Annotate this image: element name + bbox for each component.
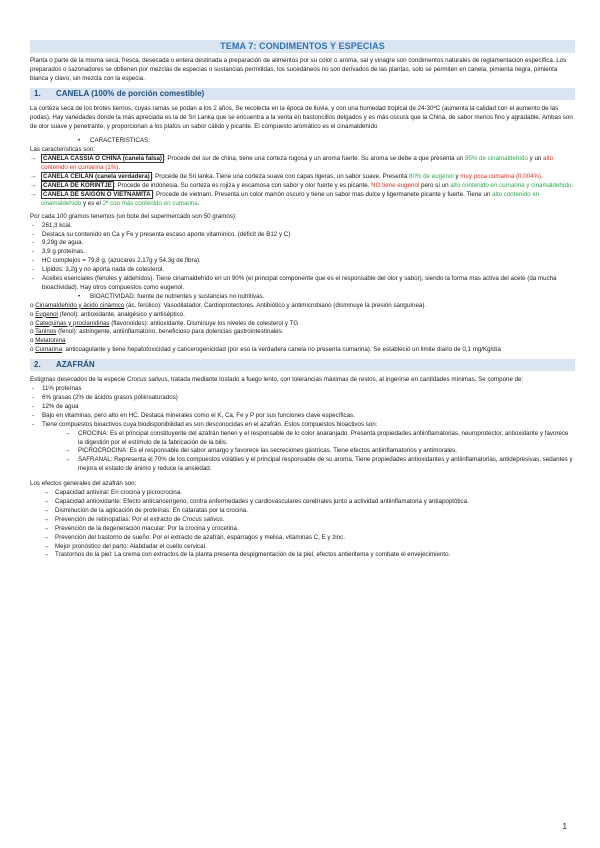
- nutrient-text: 9,29g de agua.: [42, 239, 84, 247]
- bioactive-term: Catequinas y procianidinas: [35, 319, 110, 327]
- variety-name: CANELA DE SAIGÓN O VIETNAMITA: [43, 190, 151, 198]
- effect-description: Prevención de retinopatías: Por el extracto de: [55, 515, 183, 523]
- effects-intro: Los efectos generales del azafrán son:: [30, 480, 137, 488]
- nutrient-text: HC complejos = 79,8 g. (azúcares 2,17g y 54,3g de fibra).: [42, 257, 201, 265]
- effect-description: Prevención del trastorno de sueño: Por el extracto de azafrán, espárragos y melisa, vitaminas C, E y zinc.: [55, 533, 345, 541]
- section-title: AZAFRÁN: [56, 360, 95, 370]
- effect-item: [30, 534, 575, 543]
- bioactive-item: [30, 320, 575, 329]
- bioactive-item: [30, 302, 575, 311]
- highlight: muy poca cumarina (0,004%): [460, 173, 542, 181]
- arrow-icon: →: [43, 497, 50, 505]
- arrow-icon: →: [30, 155, 37, 163]
- composition-text: 12% de agua: [42, 402, 79, 410]
- compound-description: : Representa el 70% de los compuestos volátiles y el principal responsable de su aroma. Tiene propiedades antioxidantes y antiinflamatorias, antidepresivas, sedantes y mejora el estado de ánimo y reduce la ansiedad.: [78, 456, 573, 473]
- compound-name: PICROCROCINA: [78, 447, 127, 455]
- section-number: 1.: [34, 88, 41, 98]
- variety-text-end: .: [118, 164, 121, 172]
- section-title: CANELA (100% de porción comestible): [56, 88, 205, 98]
- effect-text: [55, 507, 575, 516]
- variety-description: : Procede de indonesia. Su corteza es rojiza y escamosa con sabor y olor fuerte y es picante.: [113, 181, 372, 189]
- dash-marker: -: [32, 248, 35, 256]
- variety-description: : Procede del sur de china, tiene una corteza rugosa y un aroma fuerte. Su aroma se debe a que presenta un: [163, 155, 465, 163]
- dash-marker: -: [32, 385, 35, 393]
- effect-item: [30, 489, 575, 498]
- variety-text-mid: y un: [527, 155, 544, 163]
- species-name: Crocus sativus: [127, 376, 168, 384]
- page-title: TEMA 7: CONDIMENTOS Y ESPECIAS: [30, 40, 575, 53]
- bioactive-term: Cinamaldehído y ácido cinámico: [35, 301, 125, 309]
- dash-marker: -: [32, 230, 35, 238]
- effect-text: [55, 534, 575, 543]
- effect-description: Capacidad antioxidante: Efecto anticancerígeno, contra enfermedades y cardiovasculares cerebrales junto a actividad antiinflamatoria y antiapoptótica.: [55, 497, 469, 505]
- effect-description: Prevención de la degeneración macular: Por la crocina y crocetina.: [55, 524, 239, 532]
- compound-text: [78, 447, 575, 456]
- composition-list: [30, 385, 575, 430]
- para-text: Estigmas desecados de la especie: [30, 376, 127, 384]
- compound-description: : Es el responsable del sabor amargo y favorece las secreciones gástricas. Tiene efectos antiinflamatorios y antimorales.: [126, 447, 457, 455]
- arrow-icon: →: [43, 515, 50, 523]
- compound-name: SAFRANAL: [78, 456, 111, 464]
- page-content: [30, 40, 575, 560]
- azafran-compound-list: [30, 430, 575, 475]
- arrow-icon: →: [30, 190, 37, 198]
- composition-text: Bajo en vitaminas, pero alto en HC. Destaca minerales como el K, Ca, Fe y P por sus funciones clave específicas.: [42, 411, 355, 419]
- compound-item: [30, 456, 575, 474]
- arrow-icon: →: [43, 524, 50, 532]
- dash-marker: -: [32, 402, 35, 410]
- bioactive-term: Cumarina: [35, 346, 63, 354]
- bioactive-item: [30, 311, 575, 320]
- effect-end: .: [222, 515, 225, 523]
- composition-item: [30, 385, 575, 394]
- variety-item: [30, 191, 575, 209]
- compound-item: [30, 430, 575, 448]
- variety-text-end: .: [197, 199, 200, 207]
- list-marker: o: [30, 301, 34, 309]
- dash-marker: -: [32, 411, 35, 419]
- bioactive-description: (fenol): astringente, antiinflamatorio, beneficioso para dolencias gastrointestinales.: [56, 328, 284, 336]
- dash-marker: -: [32, 420, 35, 428]
- list-marker: o: [30, 346, 34, 354]
- highlight: alto contenido en cumarina y cinamaldehído: [450, 181, 572, 189]
- bioactive-item: [30, 346, 575, 355]
- variety-text-end: .: [571, 181, 574, 189]
- nutrient-item: [30, 266, 575, 275]
- effect-text: [55, 525, 575, 534]
- highlight: 2º con más contenido en cumarina: [102, 199, 198, 207]
- effect-item: [30, 498, 575, 507]
- composition-text: 6% grasas (2% de ácidos grasos poliinsaturados): [42, 394, 178, 401]
- para-text: , tratada mediante tostado a fuego lento, con tolerancias máximas de restos, al ingerirse en cantidades mínimas. Se compone de:: [167, 376, 524, 384]
- nutrient-item: [30, 257, 575, 266]
- section-heading-azafran: [30, 359, 575, 371]
- dash-marker: -: [32, 257, 35, 265]
- highlight: 95% de cinamaldehído: [464, 155, 528, 163]
- variety-text-mid: y es el: [81, 199, 103, 207]
- arrow-icon: →: [43, 533, 50, 541]
- variety-text: [41, 155, 575, 173]
- highlight: 80% de eugenol: [409, 173, 454, 181]
- dash-marker: -: [32, 221, 35, 229]
- bullet-icon: •: [78, 292, 81, 300]
- effect-text: [55, 551, 575, 560]
- intro-paragraph: Planta o parte de la misma seca, fresca, desecada o entera destinada a preparación de alimentos por su color o aroma, sal y vinagre son condimentos naturales de reglamentación específica. Los preparados o sazonadores se obtienen por mezclas de especias o sustancias permitidas, los sucedáneos no son derivados de las plantas, solo se permiten en canela, pimienta negra, pimienta blanca y clavo, sin mezcla con la especia.: [30, 57, 567, 82]
- bioactive-term: Taninos: [35, 328, 57, 336]
- composition-text: 11% proteínas: [42, 385, 82, 393]
- dash-marker: -: [32, 239, 35, 247]
- composition-item: [30, 412, 575, 421]
- nutrient-item: [30, 231, 575, 240]
- nutrient-item: [30, 239, 575, 248]
- variety-name: CANELA CASSIA O CHINA (canela falsa): [43, 155, 162, 163]
- arrow-icon: →: [43, 542, 50, 550]
- bioactive-description: (fenol): antioxidante, analgésico y antiséptico.: [57, 310, 185, 318]
- variety-text-end: .: [541, 173, 543, 181]
- arrow-icon: →: [64, 447, 71, 455]
- compound-description: : Es el principal constituyente del azafrán tienen y el responsable de lo color anaranjado. Presenta propiedades antiinflamatorias, neuroprotector, antioxidante y favorece la digestión por el estímulo de la fabricación de la bilis.: [78, 429, 569, 446]
- arrow-icon: →: [30, 181, 37, 189]
- arrow-icon: →: [43, 506, 50, 514]
- bioactive-item: [30, 328, 575, 337]
- canela-paragraph: La corteza seca de los brotes tiernos, cuyas ramas se podan a los 2 años, Se recolecta en la época de lluvia, y con una humedad tropical de 24-30ºC (aumenta la calidad con el aumento de las podas). Hay variedades donde la más apreciada es la de Sri Lanka que se encuentra a la venta en bastoncillos delgados y es más oscura que la China, de sabor menos fino y agradable. Ambas son de olor suave y penetrante, y proporcionan a los platos un sabor cálido y picante. El compuesto aromático es el cinamaldehído: [30, 104, 573, 130]
- effect-text: [55, 543, 575, 552]
- effect-text: [55, 489, 575, 498]
- list-marker: o: [30, 319, 34, 327]
- variety-text-mid: pero sí un: [419, 181, 451, 189]
- compound-text: [78, 430, 575, 448]
- nutrient-text: 261,3 kcal.: [42, 221, 72, 229]
- characteristics-bullet: [30, 137, 575, 146]
- composition-item: [30, 394, 575, 403]
- composition-text: Tiene compuestos bioactivos cuya biodisponibilidad es son desconocidas en el azafrán. Estos compuestos bioactivos son:: [42, 420, 378, 428]
- arrow-icon: →: [43, 551, 50, 559]
- effect-item: [30, 516, 575, 525]
- variety-name: CANELA CEILÁN (canela verdadera): [43, 173, 150, 181]
- variety-text: [41, 191, 575, 209]
- dash-marker: -: [32, 275, 35, 283]
- compound-text: [78, 456, 575, 474]
- nutrient-text: Aceites esenciales (fenoles y aldehídos). Tiene cinamaldehído en un 90% (el principal componente que es el responsable del olor y sabor), siendo la forma mas activa del acete (da mucha bioactividad). Hay otros compuestos como eugenol.: [42, 275, 557, 291]
- effect-text: [55, 516, 575, 525]
- effect-italic: Crocus sativus: [182, 515, 223, 523]
- bioactive-description: (ác. ferúlico): Vasodilatador. Cardioprotectores. Antibiótico y antimicrobiano (disminuye la presión sanguínea).: [124, 301, 427, 309]
- bioactive-term: Melatonina: [35, 337, 66, 345]
- nutrient-list: [30, 222, 575, 293]
- variety-name: CANELA DE KORINTJE: [43, 181, 112, 189]
- variety-list: [30, 155, 575, 208]
- effect-text: [55, 498, 575, 507]
- bullet-icon: •: [78, 137, 81, 145]
- bioactivity-label: BIOACTIVIDAD: fuente de nutrientes y sustancias no nutritivas.: [90, 292, 265, 300]
- arrow-icon: →: [64, 429, 71, 437]
- nutrient-item: [30, 275, 575, 293]
- section-number: 2.: [34, 360, 41, 370]
- nutrient-text: Destaca su contenido en Ca y Fe y presenta escaso aporte vitamínico. (déficit de B12 y C): [42, 230, 291, 238]
- compound-name: CROCINA: [78, 429, 107, 437]
- compound-item: [30, 447, 575, 456]
- variety-text: [41, 173, 575, 182]
- effect-item: [30, 551, 575, 560]
- section-heading-canela: [30, 88, 575, 100]
- characteristics-intro: Las características son:: [30, 146, 95, 154]
- composition-item: [30, 403, 575, 412]
- highlight: NO tiene eugenol: [371, 181, 420, 189]
- dash-marker: -: [32, 266, 35, 274]
- bioactive-description: (flavonoides): antioxidante. Disminuye los niveles de colesterol y TG: [109, 319, 299, 327]
- highlight: alto contenido en cumarina (1%): [41, 155, 554, 172]
- effect-item: [30, 525, 575, 534]
- list-marker: o: [30, 328, 34, 336]
- nutrient-item: [30, 248, 575, 257]
- variety-description: : Procede de vietnam. Presenta un color marrón oscuro y tiene un sabor mas dulce y ligermanete picante y fuerte. Tiene un: [152, 190, 493, 198]
- highlight: alto contenido en cinamaldehído: [41, 190, 540, 207]
- list-marker: o: [30, 310, 34, 318]
- arrow-icon: →: [43, 489, 50, 497]
- page-number: 1: [562, 822, 567, 831]
- azafran-paragraph: [30, 376, 575, 385]
- effect-item: [30, 543, 575, 552]
- variety-item: [30, 155, 575, 173]
- characteristics-label: CARACTERISTICAS:: [90, 137, 150, 145]
- effect-description: Mejor pronóstico del parto: Alabdadar el cuello cervical.: [55, 542, 207, 550]
- bioactive-item: [30, 337, 575, 346]
- variety-description: : Procede de Sri lanka. Tiene una corteza suave con capas ligeras, un sabor suave. Presenta: [151, 173, 409, 181]
- variety-text-mid: y: [453, 173, 461, 181]
- effect-item: [30, 507, 575, 516]
- nutrient-item: [30, 222, 575, 231]
- effect-description: Capacidad antiviral: En crocina y picrocrocina.: [55, 489, 182, 497]
- effects-list: [30, 489, 575, 560]
- list-marker: o: [30, 337, 34, 345]
- per100-intro: Por cada 100 gramos tenemos (un bote del supermercado son 50 gramos):: [30, 212, 237, 220]
- nutrient-text: 3,9 g proteínas.: [42, 248, 85, 256]
- arrow-icon: →: [30, 173, 37, 181]
- composition-item: [30, 421, 575, 430]
- effect-description: Trastornos de la piel: La crema con extractos de la planta presenta despigmentación de la piel, efectos antieritema y combate el envejecimiento.: [55, 551, 451, 559]
- effect-description: Disminución de la aglicación de proteínas: En cataratas por la crocina.: [55, 506, 248, 514]
- bioactive-list: [30, 302, 575, 355]
- nutrient-text: Lípidos: 3,2g y no aporta nada de colesterol.: [42, 266, 165, 274]
- bioactive-description: : anticoagulante y tiene hepatotoxicidad y cancerogenicidad (por eso la verdadera canela no presenta cumarina). Se estableció un limite diario de 0,1 mg/Kg/día: [62, 346, 501, 354]
- arrow-icon: →: [64, 456, 71, 464]
- bioactive-term: Eugenol: [35, 310, 58, 318]
- bioactivity-bullet: [30, 293, 575, 302]
- dash-marker: -: [32, 394, 35, 401]
